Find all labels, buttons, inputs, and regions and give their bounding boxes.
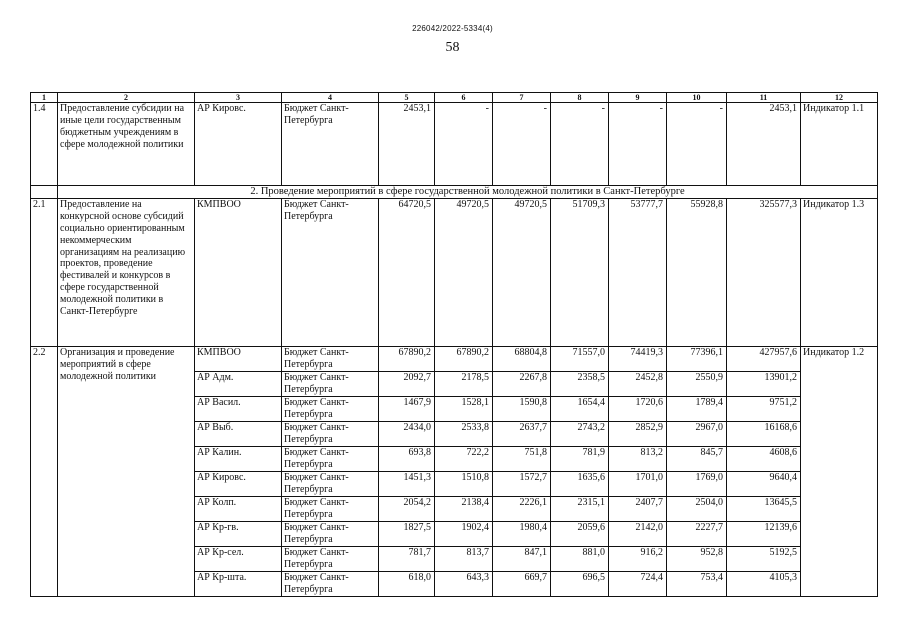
column-number: 4 [282, 93, 379, 103]
value-cell: 1510,8 [435, 471, 493, 496]
value-cell: 618,0 [379, 571, 435, 596]
value-cell: 1769,0 [667, 471, 727, 496]
value-cell: 49720,5 [435, 198, 493, 346]
value-cell: - [493, 103, 551, 186]
value-cell: 71557,0 [551, 346, 609, 371]
indicator: Индикатор 1.2 [801, 346, 878, 596]
value-cell: 2092,7 [379, 371, 435, 396]
value-cell: 9751,2 [727, 396, 801, 421]
table-row [31, 346, 878, 371]
value-cell: 722,2 [435, 446, 493, 471]
executor: КМПВОО [195, 198, 282, 346]
value-cell: 1528,1 [435, 396, 493, 421]
value-cell: 2453,1 [379, 103, 435, 186]
value-cell: 325577,3 [727, 198, 801, 346]
column-header-row [31, 93, 878, 103]
column-number: 5 [379, 93, 435, 103]
value-cell: 847,1 [493, 546, 551, 571]
value-cell: 2178,5 [435, 371, 493, 396]
column-number: 8 [551, 93, 609, 103]
value-cell: 1572,7 [493, 471, 551, 496]
value-cell: 813,7 [435, 546, 493, 571]
value-cell: 2533,8 [435, 421, 493, 446]
value-cell: 64720,5 [379, 198, 435, 346]
section-row [31, 186, 878, 199]
value-cell: 781,7 [379, 546, 435, 571]
value-cell: 49720,5 [493, 198, 551, 346]
funding-source: Бюджет Санкт-Петербурга [282, 496, 379, 521]
funding-source: Бюджет Санкт-Петербурга [282, 396, 379, 421]
value-cell: 952,8 [667, 546, 727, 571]
table-row [31, 198, 878, 346]
value-cell: 2267,8 [493, 371, 551, 396]
executor: АР Калин. [195, 446, 282, 471]
value-cell: 2637,7 [493, 421, 551, 446]
value-cell: - [435, 103, 493, 186]
value-cell: 1789,4 [667, 396, 727, 421]
indicator: Индикатор 1.1 [801, 103, 878, 186]
value-cell: 1451,3 [379, 471, 435, 496]
value-cell: 1467,9 [379, 396, 435, 421]
executor: КМПВОО [195, 346, 282, 371]
value-cell: 2054,2 [379, 496, 435, 521]
value-cell: 813,2 [609, 446, 667, 471]
column-number: 6 [435, 93, 493, 103]
value-cell: 53777,7 [609, 198, 667, 346]
value-cell: 751,8 [493, 446, 551, 471]
value-cell: 5192,5 [727, 546, 801, 571]
value-cell: 67890,2 [379, 346, 435, 371]
funding-source: Бюджет Санкт-Петербурга [282, 103, 379, 186]
value-cell: 68804,8 [493, 346, 551, 371]
value-cell: 1902,4 [435, 521, 493, 546]
section-title: 2. Проведение мероприятий в сфере государственной молодежной политики в Санкт-Петербурге [58, 186, 878, 199]
value-cell: 4105,3 [727, 571, 801, 596]
funding-source: Бюджет Санкт-Петербурга [282, 571, 379, 596]
value-cell: 2315,1 [551, 496, 609, 521]
value-cell: 1827,5 [379, 521, 435, 546]
value-cell: 781,9 [551, 446, 609, 471]
value-cell: 696,5 [551, 571, 609, 596]
funding-source: Бюджет Санкт-Петербурга [282, 198, 379, 346]
value-cell: - [551, 103, 609, 186]
value-cell: 1701,0 [609, 471, 667, 496]
executor: АР Кр-сел. [195, 546, 282, 571]
value-cell: 12139,6 [727, 521, 801, 546]
value-cell: 13645,5 [727, 496, 801, 521]
executor: АР Колп. [195, 496, 282, 521]
value-cell: 881,0 [551, 546, 609, 571]
executor: АР Выб. [195, 421, 282, 446]
value-cell: 2453,1 [727, 103, 801, 186]
value-cell: 693,8 [379, 446, 435, 471]
value-cell: 2852,9 [609, 421, 667, 446]
value-cell: 13901,2 [727, 371, 801, 396]
column-number: 11 [727, 93, 801, 103]
value-cell: 1635,6 [551, 471, 609, 496]
funding-source: Бюджет Санкт-Петербурга [282, 521, 379, 546]
value-cell: 1980,4 [493, 521, 551, 546]
measure-name: Организация и проведение мероприятий в сфере молодежной политики [58, 346, 195, 596]
executor: АР Кировс. [195, 103, 282, 186]
value-cell: 16168,6 [727, 421, 801, 446]
value-cell: 74419,3 [609, 346, 667, 371]
value-cell: - [667, 103, 727, 186]
value-cell: 845,7 [667, 446, 727, 471]
value-cell: 2743,2 [551, 421, 609, 446]
value-cell: 2227,7 [667, 521, 727, 546]
measure-name: Предоставление на конкурсной основе субсидий социально ориентированным некоммерческим организациям на реализацию проектов, проведение фестивалей и конкурсов в сфере государственной молодежной политики в Санкт-Петербурге [58, 198, 195, 346]
value-cell: 4608,6 [727, 446, 801, 471]
column-number: 7 [493, 93, 551, 103]
row-number: 1.4 [31, 103, 58, 186]
column-number: 12 [801, 93, 878, 103]
value-cell: 2226,1 [493, 496, 551, 521]
executor: АР Кировс. [195, 471, 282, 496]
indicator: Индикатор 1.3 [801, 198, 878, 346]
value-cell: 2967,0 [667, 421, 727, 446]
value-cell: 669,7 [493, 571, 551, 596]
column-number: 3 [195, 93, 282, 103]
value-cell: 643,3 [435, 571, 493, 596]
row-number: 2.1 [31, 198, 58, 346]
value-cell: 2358,5 [551, 371, 609, 396]
program-table [30, 92, 878, 597]
page-number: 58 [445, 40, 460, 55]
funding-source: Бюджет Санкт-Петербурга [282, 446, 379, 471]
value-cell: 1720,6 [609, 396, 667, 421]
table-row [31, 103, 878, 186]
column-number: 9 [609, 93, 667, 103]
funding-source: Бюджет Санкт-Петербурга [282, 421, 379, 446]
value-cell: 2059,6 [551, 521, 609, 546]
funding-source: Бюджет Санкт-Петербурга [282, 471, 379, 496]
column-number: 10 [667, 93, 727, 103]
value-cell: 2138,4 [435, 496, 493, 521]
value-cell: 2550,9 [667, 371, 727, 396]
value-cell: 2142,0 [609, 521, 667, 546]
document-id: 226042/2022-5334(4) [412, 24, 493, 33]
value-cell: 2407,7 [609, 496, 667, 521]
value-cell: 1590,8 [493, 396, 551, 421]
value-cell: 2452,8 [609, 371, 667, 396]
column-number: 2 [58, 93, 195, 103]
value-cell: 753,4 [667, 571, 727, 596]
value-cell: 1654,4 [551, 396, 609, 421]
column-number: 1 [31, 93, 58, 103]
measure-name: Предоставление субсидии на иные цели государственным бюджетным учреждениям в сфере молодежной политики [58, 103, 195, 186]
value-cell: 51709,3 [551, 198, 609, 346]
row-number: 2.2 [31, 346, 58, 596]
funding-source: Бюджет Санкт-Петербурга [282, 371, 379, 396]
value-cell: 2504,0 [667, 496, 727, 521]
value-cell: 77396,1 [667, 346, 727, 371]
value-cell: 916,2 [609, 546, 667, 571]
funding-source: Бюджет Санкт-Петербурга [282, 346, 379, 371]
executor: АР Васил. [195, 396, 282, 421]
value-cell: 9640,4 [727, 471, 801, 496]
funding-source: Бюджет Санкт-Петербурга [282, 546, 379, 571]
value-cell: 724,4 [609, 571, 667, 596]
value-cell: 67890,2 [435, 346, 493, 371]
executor: АР Кр-гв. [195, 521, 282, 546]
value-cell: 55928,8 [667, 198, 727, 346]
value-cell: 427957,6 [727, 346, 801, 371]
value-cell: 2434,0 [379, 421, 435, 446]
executor: АР Адм. [195, 371, 282, 396]
value-cell: - [609, 103, 667, 186]
executor: АР Кр-шта. [195, 571, 282, 596]
